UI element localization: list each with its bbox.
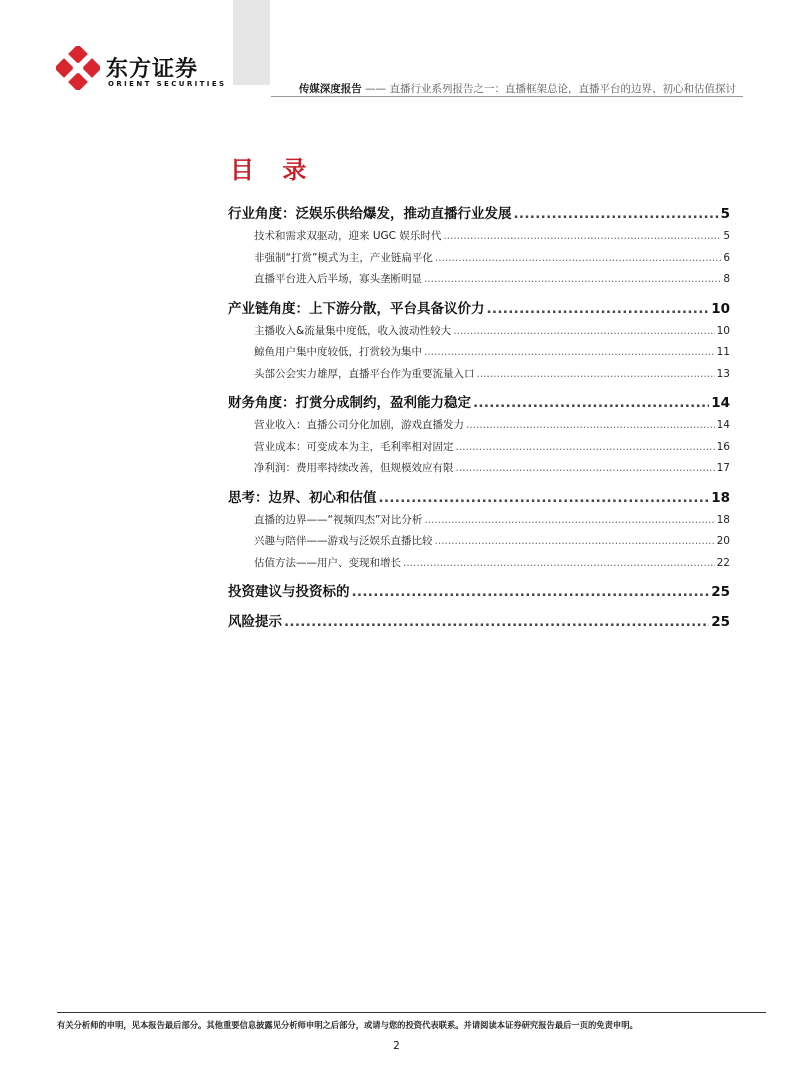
toc-section-page: 14 bbox=[711, 395, 730, 411]
toc-leader-dots bbox=[352, 580, 710, 604]
footer-divider bbox=[57, 1012, 766, 1013]
toc-section-entry[interactable] bbox=[228, 202, 730, 226]
toc-section-page: 5 bbox=[720, 206, 730, 222]
toc-leader-dots bbox=[424, 342, 715, 364]
logo-name-en: ORIENT SECURITIES bbox=[108, 80, 227, 88]
toc-subsection-label: 主播收入&流量集中度低，收入波动性较大 bbox=[254, 324, 452, 337]
toc-subsection-entry[interactable] bbox=[228, 248, 730, 270]
toc-subsection-page: 13 bbox=[716, 367, 730, 380]
header-separator: —— bbox=[365, 83, 387, 95]
toc-subsection-entry[interactable] bbox=[228, 510, 730, 532]
header-divider bbox=[271, 96, 743, 97]
toc-leader-dots bbox=[424, 510, 714, 532]
toc-subsection-page: 6 bbox=[723, 251, 730, 264]
page-number: 2 bbox=[393, 1040, 400, 1052]
toc-leader-dots bbox=[435, 248, 721, 270]
toc-subsection-label: 鲸鱼用户集中度较低，打赏较为集中 bbox=[254, 346, 422, 358]
toc-subsection-page: 17 bbox=[716, 462, 730, 474]
toc-section-entry[interactable] bbox=[228, 580, 730, 604]
toc-leader-dots bbox=[456, 437, 715, 459]
toc-section-label: 财务角度：打赏分成制约，盈利能力稳定 bbox=[228, 395, 471, 411]
toc-subsection-entry[interactable] bbox=[228, 269, 730, 291]
toc-leader-dots bbox=[435, 531, 715, 553]
toc-subsection-page: 5 bbox=[723, 230, 730, 242]
toc-section-label: 行业角度：泛娱乐供给爆发，推动直播行业发展 bbox=[228, 206, 512, 222]
toc-leader-dots bbox=[379, 486, 710, 510]
toc-leader-dots bbox=[284, 610, 709, 634]
toc-subsection-page: 18 bbox=[716, 513, 730, 526]
orient-securities-logo-mark bbox=[56, 46, 100, 90]
toc-section-label: 投资建议与投资标的 bbox=[228, 584, 350, 600]
toc-leader-dots bbox=[466, 415, 715, 437]
toc-leader-dots bbox=[443, 226, 721, 248]
toc-section-entry[interactable] bbox=[228, 297, 730, 321]
toc-subsection-page: 22 bbox=[716, 556, 730, 569]
logo-name-cn: 东方证券 bbox=[106, 57, 199, 82]
toc-section-entry[interactable] bbox=[228, 391, 730, 415]
toc-subsection-entry[interactable] bbox=[228, 531, 730, 553]
toc-subsection-entry[interactable] bbox=[228, 415, 730, 437]
toc-subsection-page: 14 bbox=[716, 419, 730, 431]
table-of-contents bbox=[228, 202, 730, 634]
toc-leader-dots bbox=[453, 321, 714, 343]
toc-section-page: 25 bbox=[711, 584, 730, 600]
toc-leader-dots bbox=[473, 391, 709, 415]
toc-subsection-entry[interactable] bbox=[228, 458, 730, 480]
toc-section-page: 25 bbox=[711, 614, 730, 630]
toc-subsection-label: 直播平台进入后半场，寡头垄断明显 bbox=[254, 273, 422, 285]
toc-subsection-label: 净利润：费用率持续改善，但规模效应有限 bbox=[254, 462, 454, 474]
report-header bbox=[299, 81, 736, 96]
toc-leader-dots bbox=[477, 364, 715, 386]
toc-leader-dots bbox=[456, 458, 715, 480]
company-logo bbox=[56, 46, 256, 92]
toc-subsection-entry[interactable] bbox=[228, 437, 730, 459]
toc-leader-dots bbox=[424, 269, 721, 291]
toc-section-page: 18 bbox=[711, 489, 730, 506]
report-category: 传媒深度报告 bbox=[298, 83, 362, 95]
toc-subsection-entry[interactable] bbox=[228, 553, 730, 575]
toc-subsection-label: 营业收入：直播公司分化加剧，游戏直播发力 bbox=[254, 419, 464, 431]
toc-subsection-page: 10 bbox=[716, 324, 730, 337]
toc-subsection-entry[interactable] bbox=[228, 321, 730, 343]
toc-title: 目 录 bbox=[230, 156, 317, 184]
toc-subsection-label: 技术和需求双驱动，迎来 UGC 娱乐时代 bbox=[254, 230, 442, 242]
toc-section-entry[interactable] bbox=[228, 486, 730, 510]
toc-section-label: 风险提示 bbox=[228, 614, 282, 630]
toc-section-label: 思考：边界、初心和估值 bbox=[228, 489, 377, 506]
toc-section-page: 10 bbox=[711, 300, 730, 317]
toc-section-entry[interactable] bbox=[228, 610, 730, 634]
toc-subsection-page: 20 bbox=[716, 535, 730, 547]
footer-disclaimer: 有关分析师的申明，见本报告最后部分。其他重要信息披露见分析师申明之后部分，或请与您的投资代表联系。并请阅读本证券研究报告最后一页的免责申明。 bbox=[57, 1020, 638, 1030]
report-subtitle: 直播行业系列报告之一：直播框架总论，直播平台的边界、初心和估值探讨 bbox=[389, 83, 736, 95]
toc-subsection-entry[interactable] bbox=[228, 364, 730, 386]
toc-subsection-label: 估值方法——用户、变现和增长 bbox=[254, 556, 401, 569]
toc-subsection-label: 兴趣与陪伴——游戏与泛娱乐直播比较 bbox=[254, 535, 433, 547]
toc-leader-dots bbox=[514, 202, 719, 226]
toc-subsection-label: 直播的边界——“视频四杰”对比分析 bbox=[254, 513, 423, 526]
toc-subsection-label: 营业成本：可变成本为主，毛利率相对固定 bbox=[254, 440, 454, 453]
toc-subsection-entry[interactable] bbox=[228, 226, 730, 248]
toc-subsection-entry[interactable] bbox=[228, 342, 730, 364]
toc-subsection-label: 头部公会实力雄厚，直播平台作为重要流量入口 bbox=[254, 367, 475, 380]
toc-subsection-page: 11 bbox=[716, 346, 730, 358]
toc-subsection-label: 非强制“打赏”模式为主，产业链扁平化 bbox=[254, 251, 433, 264]
toc-leader-dots bbox=[487, 297, 710, 321]
toc-leader-dots bbox=[403, 553, 715, 575]
toc-subsection-page: 8 bbox=[723, 273, 730, 285]
toc-subsection-page: 16 bbox=[716, 440, 730, 453]
toc-section-label: 产业链角度：上下游分散，平台具备议价力 bbox=[228, 300, 485, 317]
